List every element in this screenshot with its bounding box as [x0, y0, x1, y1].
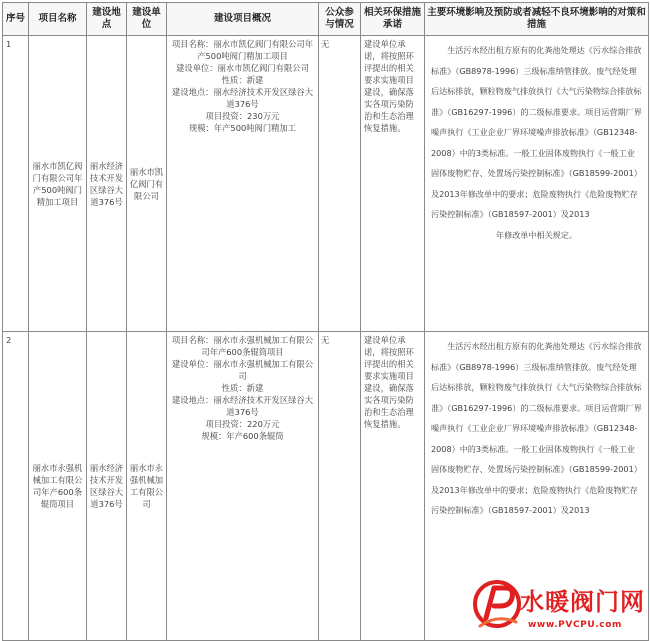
header-measures: 相关环保措施承诺: [361, 3, 425, 36]
watermark-logo-icon: [472, 574, 522, 634]
header-impact: 主要环境影响及预防或者减轻不良环境影响的对策和措施: [425, 3, 649, 36]
impact-text: 生活污水经出租方原有的化粪池处理达《污水综合排放标准》（GB8978-1996）三级标准纳管排放。废气经处理后达标排放，颗粒物废气排放执行《大气污染物综合排放标准》（GB16297-1996）的二级标准要求。项目运营期厂界噪声执行《工业企业厂界环境噪声排放标准》（GB12348-2008）中的3类标准。一般工业固体废物执行《一般工业固体废物贮存、处置场污染控制标准》（GB18599-2001）及2013年修改单中的要求；危险废物执行《危险废物贮存污染控制标准》（GB18597-2001）及2013: [431, 341, 642, 515]
overview-line-name: 项目名称：丽水市永强机械加工有限公司年产600条辊筒项目: [171, 335, 314, 357]
header-project-name: 项目名称: [29, 3, 87, 36]
overview-line-scale: 规模：年产500吨阀门精加工: [188, 123, 297, 133]
header-location: 建设地点: [87, 3, 127, 36]
project-table: [2, 2, 649, 641]
overview-line-investment: 项目投资：220万元: [205, 419, 280, 429]
row-overview: [167, 36, 319, 332]
row-unit: 丽水市永强机械加工有限公司: [127, 332, 167, 641]
overview-line-nature: 性质：新建: [221, 383, 264, 393]
header-unit: 建设单位: [127, 3, 167, 36]
overview-line-location: 建设地点：丽水经济技术开发区绿谷大道376号: [171, 395, 314, 417]
impact-text: 生活污水经出租方原有的化粪池处理达《污水综合排放标准》（GB8978-1996）三级标准纳管排放。废气经处理后达标排放，颗粒物废气排放执行《大气污染物综合排放标准》（GB16297-1996）的二级标准要求。项目运营期厂界噪声执行《工业企业厂界环境噪声排放标准》（GB12348-2008）中的3类标准。一般工业固体废物执行《一般工业固体废物贮存、处置场污染控制标准》（GB18599-2001）及2013年修改单中的要求；危险废物执行《危险废物贮存污染控制标准》（GB18597-2001）及2013: [431, 45, 642, 219]
site-watermark: [472, 572, 650, 641]
impact-tail: 年修改单中相关规定。: [496, 229, 577, 240]
row-no: 1: [3, 36, 29, 332]
header-public: 公众参与情况: [319, 3, 361, 36]
row-project-name: 丽水市永强机械加工有限公司年产600条辊筒项目: [29, 332, 87, 641]
overview-line-unit: 建设单位：丽水市永强机械加工有限公司: [171, 359, 314, 381]
row-overview: [167, 332, 319, 641]
table-row: [3, 36, 649, 332]
header-no: 序号: [3, 3, 29, 36]
row-measures: 建设单位承诺，将按照环评提出的相关要求实施项目建设，确保落实各项污染防治和生态治理恢复措施。: [361, 332, 425, 641]
overview-line-investment: 项目投资：230万元: [205, 111, 280, 121]
overview-line-scale: 规模：年产600条辊筒: [201, 431, 284, 441]
overview-line-name: 项目名称：丽水市凯亿阀门有限公司年产500吨阀门精加工项目: [171, 39, 314, 61]
watermark-url: www.PVCPU.com: [528, 620, 622, 630]
row-location: 丽水经济技术开发区绿谷大道376号: [87, 36, 127, 332]
overview-line-location: 建设地点：丽水经济技术开发区绿谷大道376号: [171, 87, 314, 109]
row-project-name: 丽水市凯亿阀门有限公司年产500吨阀门精加工项目: [29, 36, 87, 332]
row-public: 无: [319, 36, 361, 332]
table-header-row: [3, 3, 649, 36]
row-no: 2: [3, 332, 29, 641]
header-overview: 建设项目概况: [167, 3, 319, 36]
row-measures: 建设单位承诺，将按照环评提出的相关要求实施项目建设，确保落实各项污染防治和生态治理恢复措施。: [361, 36, 425, 332]
row-unit: 丽水市凯亿阀门有限公司: [127, 36, 167, 332]
overview-line-nature: 性质：新建: [221, 75, 264, 85]
watermark-brand: 水暖阀门网: [520, 588, 645, 616]
row-impact: [425, 36, 649, 332]
overview-line-unit: 建设单位：丽水市凯亿阀门有限公司: [176, 63, 309, 73]
row-public: 无: [319, 332, 361, 641]
row-location: 丽水经济技术开发区绿谷大道376号: [87, 332, 127, 641]
